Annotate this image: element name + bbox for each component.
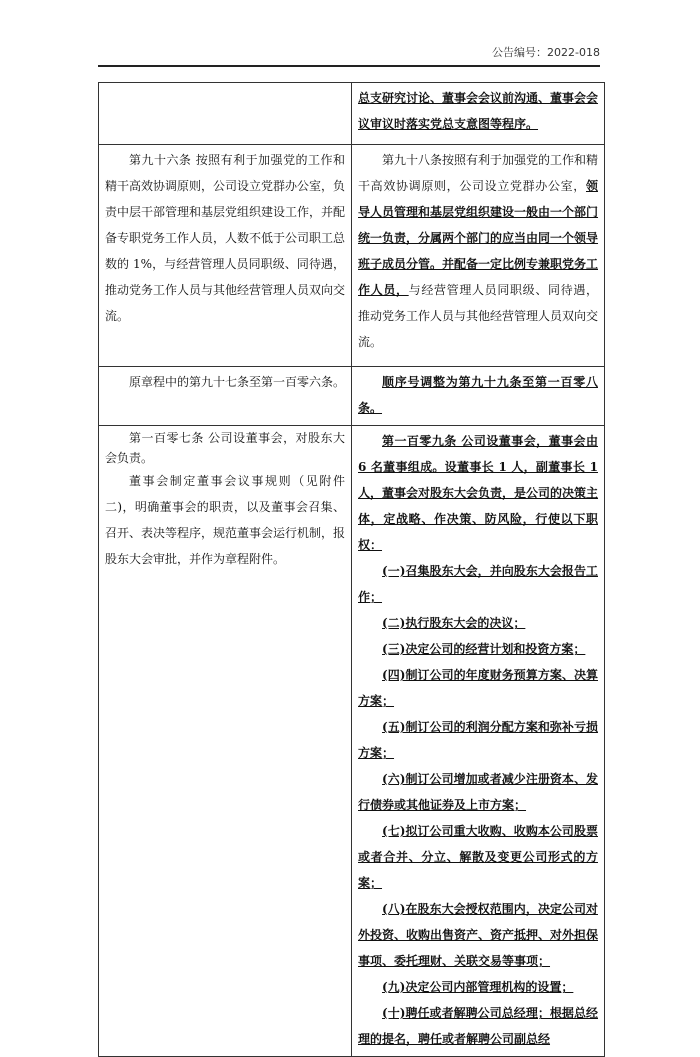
clause-text: 第一百零七条 公司设董事会，对股东大会负责。 xyxy=(105,431,345,465)
clause-paragraph xyxy=(358,714,598,766)
amended-text: (三)决定公司的经营计划和投资方案； xyxy=(382,642,586,656)
clause-paragraph xyxy=(358,428,598,558)
table-row xyxy=(99,367,605,426)
amended-text: (八)在股东大会授权范围内，决定公司对外投资、收购出售资产、资产抵押、对外担保事项、委托理财、关联交易等事项； xyxy=(358,902,599,968)
announcement-number: 公告编号：2022-018 xyxy=(492,46,600,59)
clause-paragraph xyxy=(358,974,598,1000)
amended-text: (九)决定公司内部管理机构的设置； xyxy=(382,980,574,994)
original-clause-cell xyxy=(99,426,352,1057)
clause-paragraph xyxy=(358,818,598,896)
amended-text: 第一百零九条 公司设董事会，董事会由 6 名董事组成。设董事长 1 人，副董事长 1 人，董事会对股东大会负责，是公司的决策主体，定战略、作决策、防风险，行使以下职权： xyxy=(358,434,599,552)
original-clause-cell xyxy=(99,83,352,145)
clause-paragraph xyxy=(105,369,345,395)
original-clause-cell xyxy=(99,145,352,367)
clause-paragraph xyxy=(105,428,345,468)
table-row xyxy=(99,83,605,145)
amended-text: 总支研究讨论、董事会会议前沟通、董事会会议审议时落实党总支意图等程序。 xyxy=(358,91,599,131)
clause-paragraph xyxy=(358,85,598,137)
table-row xyxy=(99,426,605,1057)
comparison-table-body xyxy=(99,83,605,1057)
clause-paragraph xyxy=(358,766,598,818)
amended-text: 领导人员管理和基层党组织建设一般由一个部门统一负责，分属两个部门的应当由同一个领导班子成员分管。并配备一定比例专兼职党务工作人员， xyxy=(358,179,599,297)
revised-clause-cell xyxy=(352,367,605,426)
clause-paragraph xyxy=(358,896,598,974)
amended-text: (四)制订公司的年度财务预算方案、决算方案； xyxy=(358,668,598,708)
comparison-table xyxy=(98,82,605,1057)
revised-clause-cell xyxy=(352,426,605,1057)
amended-text: (二)执行股东大会的决议； xyxy=(382,616,526,630)
clause-paragraph xyxy=(358,1000,598,1052)
clause-paragraph xyxy=(358,147,598,355)
amended-text: (五)制订公司的利润分配方案和弥补亏损方案； xyxy=(358,720,598,760)
clause-paragraph xyxy=(358,610,598,636)
table-row xyxy=(99,145,605,367)
clause-text: 第九十八条按照有利于加强党的工作和精干高效协调原则，公司设立党群办公室， xyxy=(358,153,599,193)
clause-paragraph xyxy=(358,636,598,662)
clause-paragraph xyxy=(105,468,345,572)
clause-text: 第九十六条 按照有利于加强党的工作和精干高效协调原则，公司设立党群办公室，负责中层干部管理和基层党组织建设工作，并配备专职党务工作人员，人数不低于公司职工总数的 1%，与经营管理人员同职级、同待遇，推动党务工作人员与其他经营管理人员双向交流。 xyxy=(105,153,346,323)
clause-paragraph xyxy=(358,369,598,421)
original-clause-cell xyxy=(99,367,352,426)
page-header xyxy=(98,44,600,67)
amended-text: (七)拟订公司重大收购、收购本公司股票或者合并、分立、解散及变更公司形式的方案； xyxy=(358,824,598,890)
clause-paragraph xyxy=(358,558,598,610)
clause-text: 董事会制定董事会议事规则（见附件二)，明确董事会的职责，以及董事会召集、召开、表决等程序，规范董事会运行机制，报股东大会审批，并作为章程附件。 xyxy=(105,474,346,566)
clause-paragraph xyxy=(105,147,345,329)
revised-clause-cell xyxy=(352,83,605,145)
clause-paragraph xyxy=(358,662,598,714)
clause-text: 原章程中的第九十七条至第一百零六条。 xyxy=(129,375,346,389)
amended-text: (十)聘任或者解聘公司总经理；根据总经理的提名，聘任或者解聘公司副总经 xyxy=(358,1006,598,1046)
clause-text: 与经营管理人员同职级、同待遇，推动党务工作人员与其他经营管理人员双向交流。 xyxy=(358,283,599,349)
amended-text: (一)召集股东大会，并向股东大会报告工作； xyxy=(358,564,598,604)
amended-text: (六)制订公司增加或者减少注册资本、发行债券或其他证券及上市方案； xyxy=(358,772,598,812)
revised-clause-cell xyxy=(352,145,605,367)
amended-text: 顺序号调整为第九十九条至第一百零八条。 xyxy=(358,375,598,415)
